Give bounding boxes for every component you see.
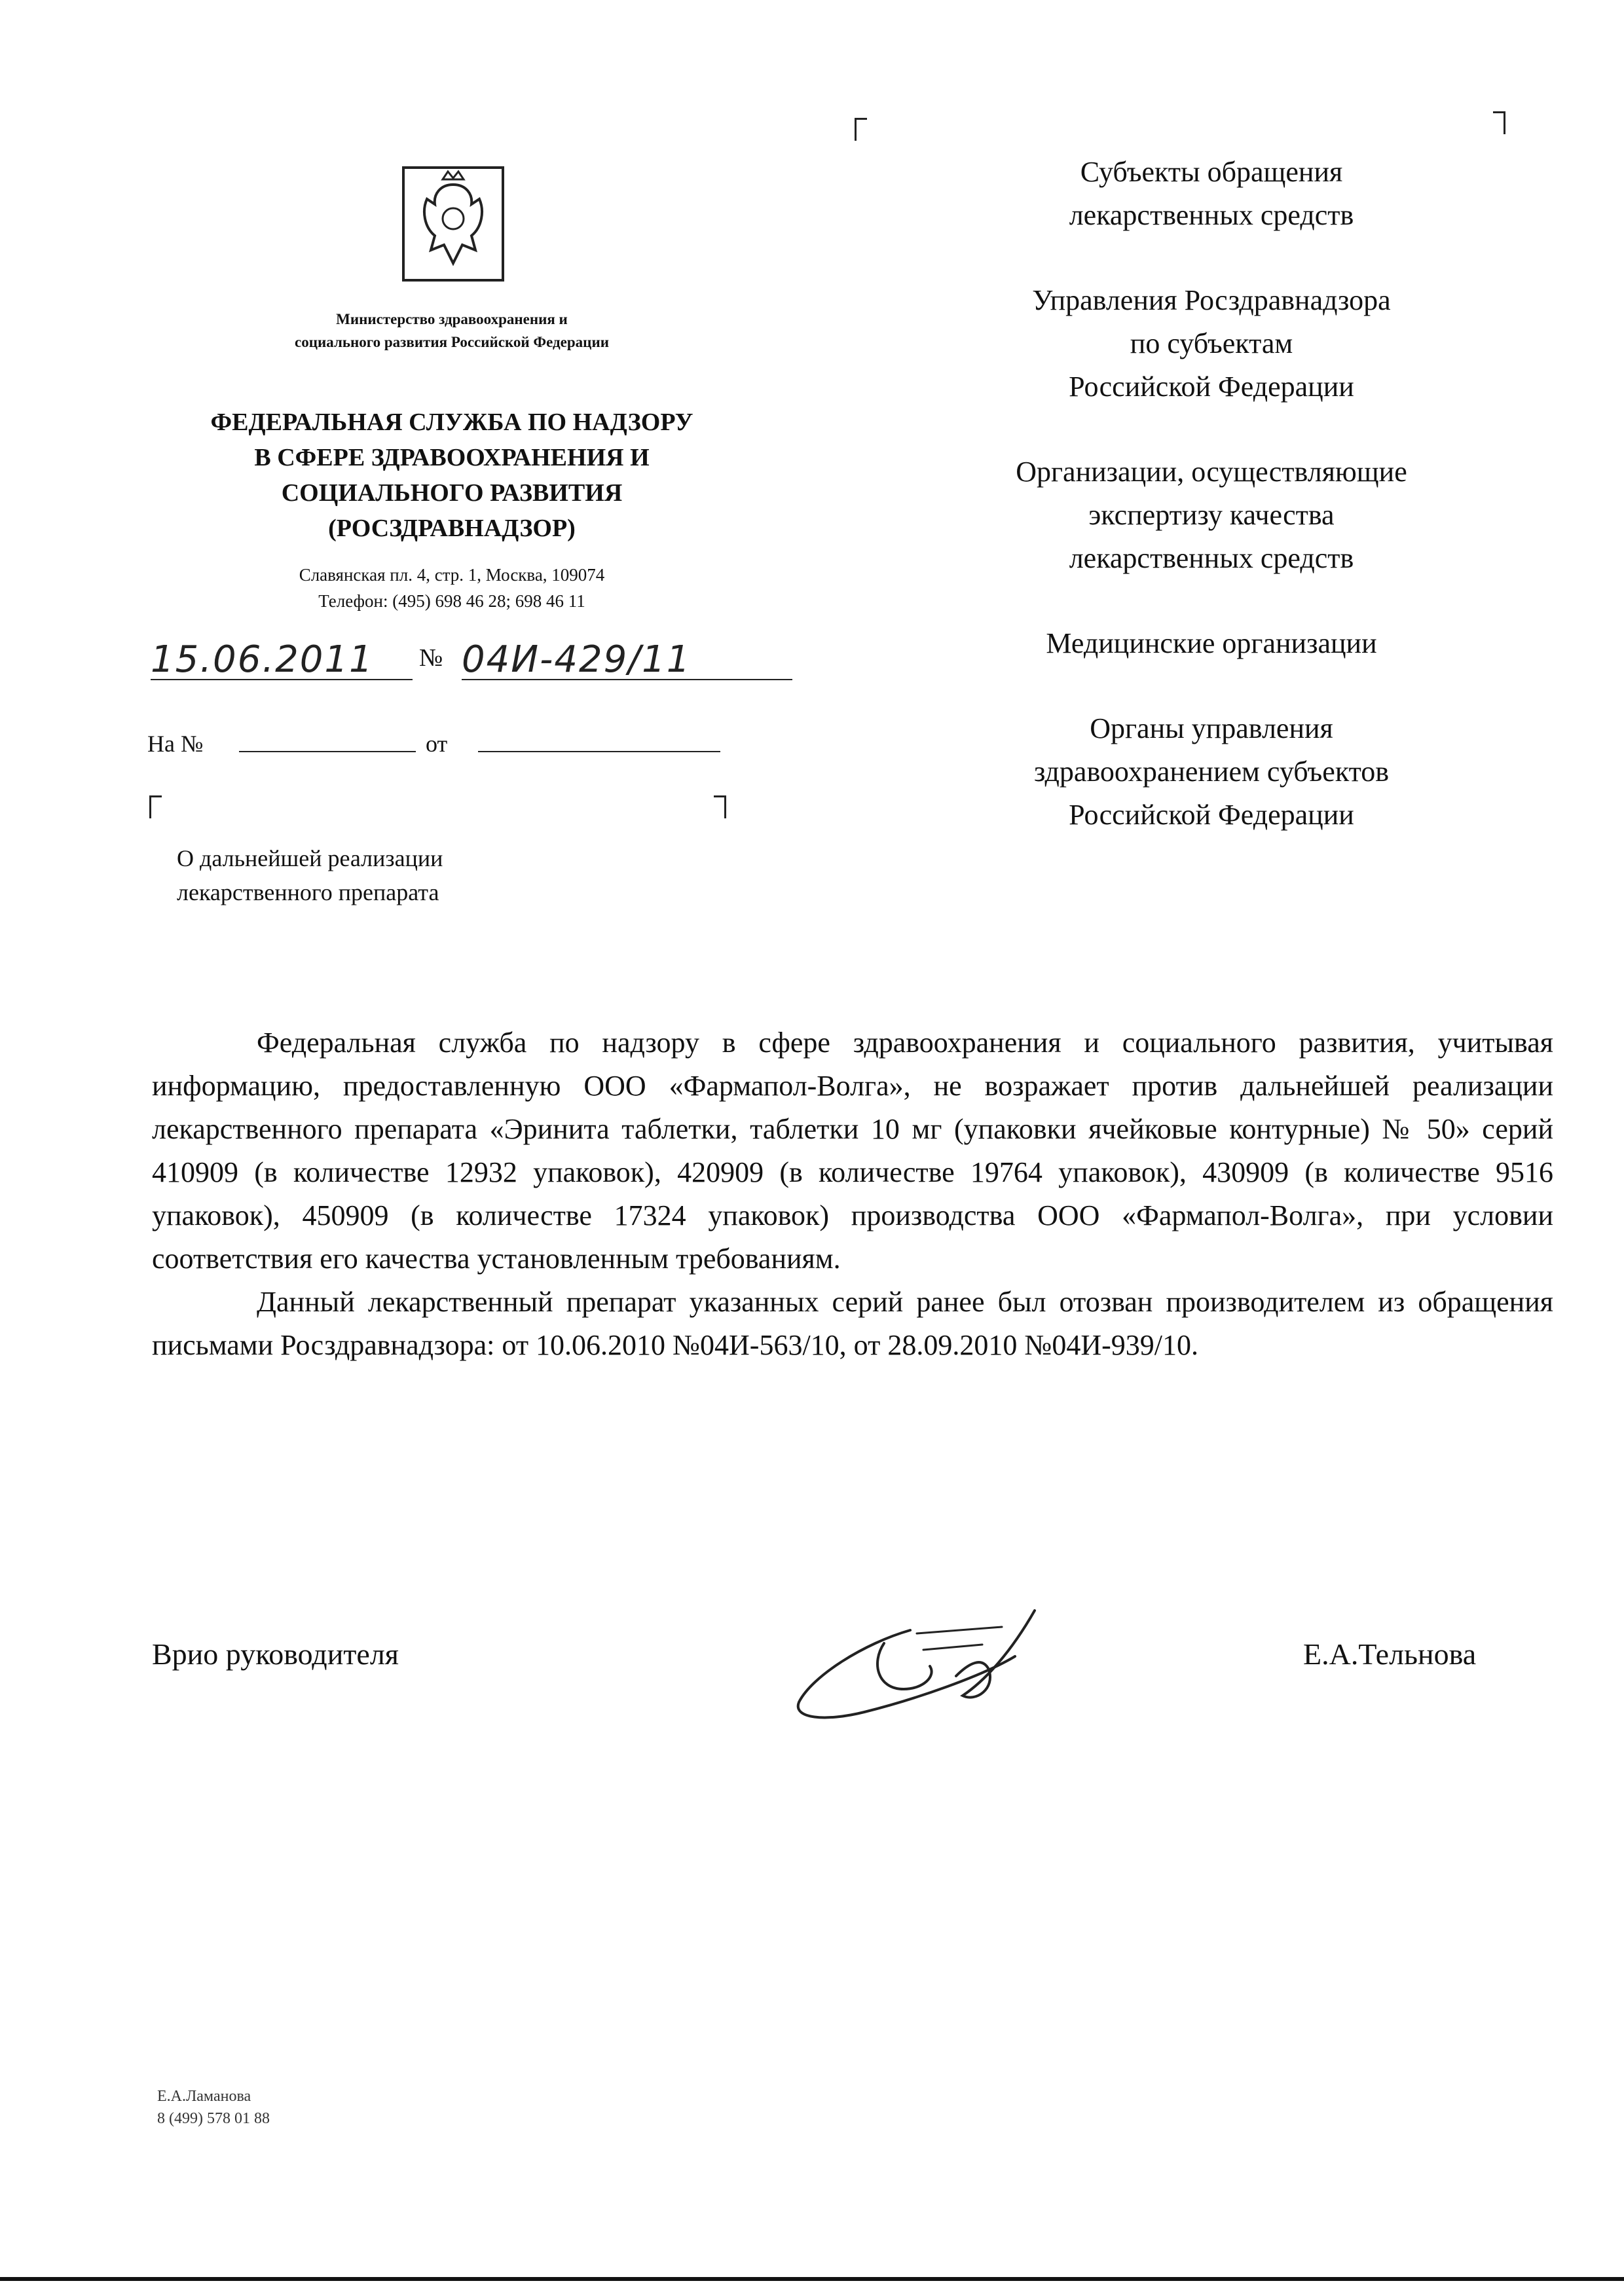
addressee-line: Субъекты обращения: [1080, 156, 1343, 188]
handwritten-signature: [786, 1604, 1087, 1728]
addressee-group: [884, 279, 1539, 409]
addressee-line: лекарственных средств: [1069, 542, 1354, 574]
addressee-group: [884, 450, 1539, 580]
letter-subject: [157, 841, 622, 909]
letter-body: [152, 1021, 1553, 1367]
executor-info: [157, 2085, 270, 2130]
corner-bracket-top-right: [1493, 111, 1505, 134]
service-line: ФЕДЕРАЛЬНАЯ СЛУЖБА ПО НАДЗОРУ: [210, 409, 693, 436]
addressee-line: Организации, осуществляющие: [1016, 456, 1407, 488]
bottom-rule: [0, 2277, 1624, 2281]
service-line: (РОСЗДРАВНАДЗОР): [328, 515, 576, 542]
corner-bracket-top-left: [855, 118, 867, 141]
reference-date-blank: [478, 751, 720, 752]
addressee-group: [884, 707, 1539, 837]
addressee-line: экспертизу качества: [1088, 499, 1335, 531]
service-address: [196, 562, 707, 614]
coat-of-arms-icon: [401, 165, 506, 283]
addressee-line: лекарственных средств: [1069, 199, 1354, 231]
addressees-block: [884, 151, 1539, 879]
service-line: СОЦИАЛЬНОГО РАЗВИТИЯ: [281, 479, 623, 507]
reference-line: [147, 730, 724, 763]
reference-number-label: На №: [147, 731, 204, 757]
service-line: В СФЕРЕ ЗДРАВООХРАНЕНИЯ И: [254, 444, 650, 471]
ministry-line: Министерство здравоохранения и: [336, 311, 568, 327]
executor-phone: 8 (499) 578 01 88: [157, 2110, 270, 2127]
ministry-name: [196, 308, 707, 354]
addressee-line: Органы управления: [1090, 712, 1333, 744]
addressee-line: Российской Федерации: [1069, 799, 1354, 831]
body-paragraph-2: Данный лекарственный препарат указанных серий ранее был отозван производителем из обращения письмами Росздравнадзора: от 10.06.2010 №04И-563/10, от 28.09.2010 №04И-939/10.: [152, 1286, 1553, 1361]
addressee-line: Российской Федерации: [1069, 371, 1354, 403]
body-paragraph-1: Федеральная служба по надзору в сфере здравоохранения и социального развития, учитывая информацию, предоставленную ООО «Фармапол-Волга», не возражает против дальнейшей реализации лекарственного препарата «Эринита таблетки, таблетки 10 мг (упаковки ячейковые контурные) № 50» серий 410909 (в количестве 12932 упаковок), 420909 (в количестве 19764 упаковок), 430909 (в количестве 9516 упаковок), 450909 (в количестве 17324 упаковок) производства ООО «Фармапол-Волга», при условии соответствия его качества установленным требованиям.: [152, 1027, 1553, 1275]
registration-number: 04И-429/11: [462, 638, 792, 680]
registration-line: [151, 638, 792, 684]
address-line: Славянская пл. 4, стр. 1, Москва, 109074: [299, 565, 605, 585]
signatory-title: Врио руководителя: [152, 1637, 399, 1671]
addressee-line: по субъектам: [1130, 327, 1293, 359]
executor-name: Е.А.Ламанова: [157, 2088, 251, 2105]
subject-line: лекарственного препарата: [177, 879, 439, 905]
addressee-line: здравоохранением субъектов: [1033, 756, 1390, 788]
registration-date: 15.06.2011: [151, 638, 413, 680]
corner-bracket-subject-left: [149, 795, 162, 818]
phone-line: Телефон: (495) 698 46 28; 698 46 11: [318, 591, 585, 611]
addressee-group: [884, 622, 1539, 665]
addressee-line: Управления Росздравнадзора: [1032, 284, 1391, 316]
corner-bracket-subject-right: [714, 795, 726, 818]
signatory-name: Е.А.Тельнова: [1303, 1637, 1477, 1671]
reference-number-blank: [239, 751, 416, 752]
registration-number-label: №: [419, 644, 443, 672]
ministry-line: социального развития Российской Федерации: [295, 334, 609, 350]
addressee-line: Медицинские организации: [1046, 627, 1377, 659]
reference-date-label: от: [426, 731, 448, 757]
service-name: [144, 405, 760, 546]
subject-line: О дальнейшей реализации: [177, 845, 443, 871]
addressee-group: [884, 151, 1539, 237]
